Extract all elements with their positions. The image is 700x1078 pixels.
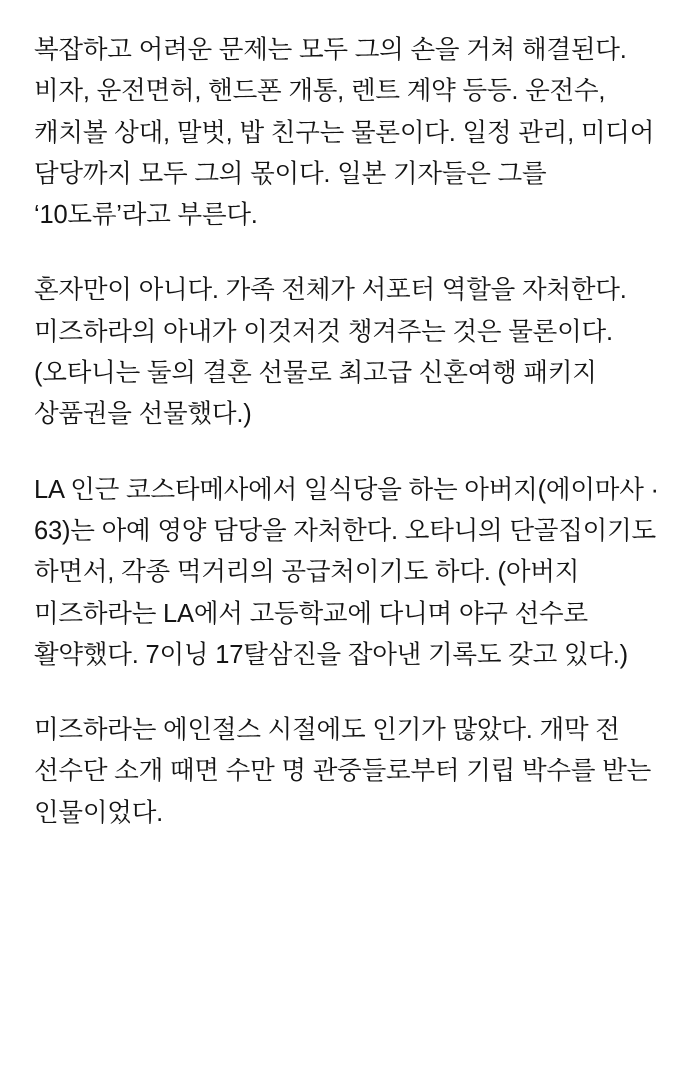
article-paragraph: 미즈하라는 에인절스 시절에도 인기가 많았다. 개막 전 선수단 소개 때면 수만 명 관중들로부터 기립 박수를 받는 인물이었다. [34,716,652,827]
article-paragraph: LA 인근 코스타메사에서 일식당을 하는 아버지(에이마사 · 63)는 아예 영양 담당을 자처한다. 오타니의 단골집이기도 하면서, 각종 먹거리의 공급처이기도 하다. (아버지 미즈하라는 LA에서 고등학교에 다니며 야구 선수로 활약했다. 7이닝 17탈삼진을 잡아낸 기록도 갖고 있다.) [34,475,659,669]
article-paragraph: 혼자만이 아니다. 가족 전체가 서포터 역할을 자처한다. 미즈하라의 아내가 이것저것 챙겨주는 것은 물론이다. (오타니는 둘의 결혼 선물로 최고급 신혼여행 패키지 상품권을 선물했다.) [34,276,627,429]
article-paragraph: 복잡하고 어려운 문제는 모두 그의 손을 거쳐 해결된다. 비자, 운전면허, 핸드폰 개통, 렌트 계약 등등. 운전수, 캐치볼 상대, 말벗, 밥 친구는 물론이다. 일정 관리, 미디어 담당까지 모두 그의 몫이다. 일본 기자들은 그를 ‘10도류’라고 부른다. [34,36,655,230]
